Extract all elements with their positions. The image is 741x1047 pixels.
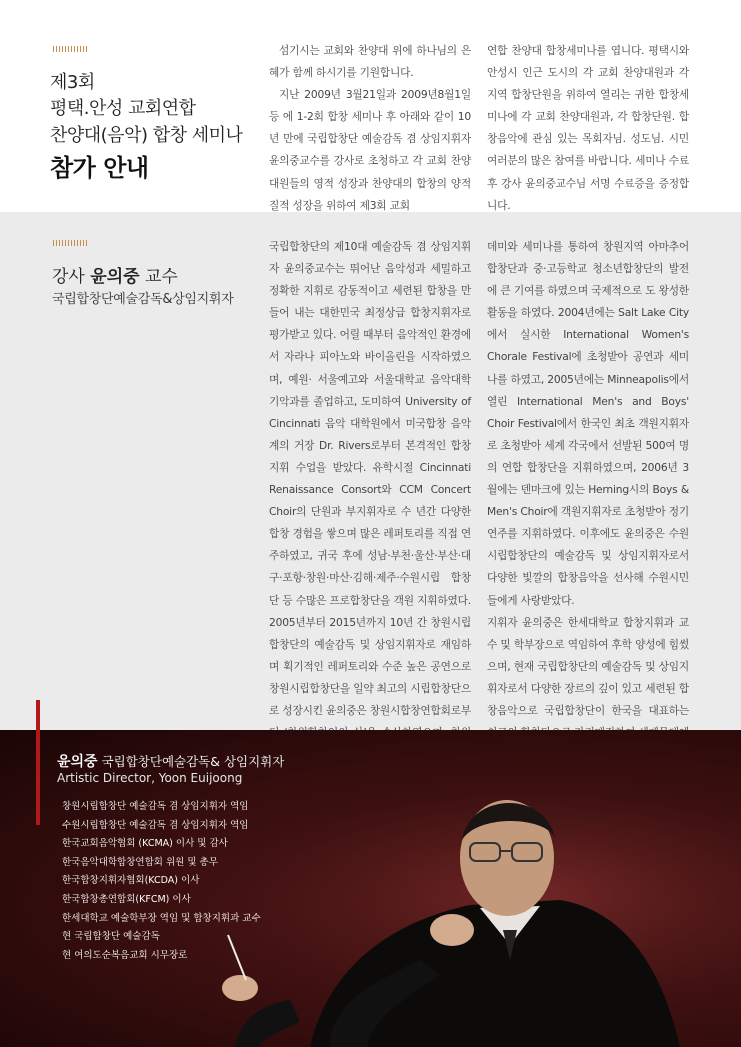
bio-paragraph-3: 지휘자 윤의중은 한세대학교 합창지휘과 교수 및 학부장으로 역임하여 후학 양성에 힘썼으며, 현재 국립합창단의 예술감독 및 상임지휘자로서 다양한 장르의 깊이 있고 세련된 합창음악으로 국립합창단이 한국을 대표하는 xyxy=(487,615,689,717)
accent-bar xyxy=(36,700,40,825)
bio-paragraph-1: 국립합창단의 제10대 예술감독 겸 상임지휘자 윤의중교수는 뛰어난 음악성과 세밀하고 정확한 지휘로 감동적이고 세련된 합창을 만들어 내는 대한민국 최정상급 합창지휘자로 평가받고 있다. 어릴 때부터 음악적인 환경에서 자라나 피아노와 바이올린을 시작하였으며, 예원· 서울예고와 서울대학교 음악대학 기악과를 졸업하고, 도미하여 University of Cincinnati 음악 대학원에서 미국합창 음악계의 거장 Dr. Rivers로부터 본격적인 합창지휘 수업을 받았다. 유학시절 Cincinnati Renaissance Consort와 CCM Concert Choir의 단원과 부지휘자로 수 년간 다양한 합창 경험을 쌓으며 많은 레퍼토리를 직접 연주하였고, 귀국 후에 성남·부천·울산·부산·대구·포항·창원·마산·김해·제주·수원시립 합창단 등 수많은 프로합창단을 객원 지휘하였다. 2005년부터 2015년까지 10년 간 창원시립합창단의 예술감독 및 상임지휘자로 재임하며 획기적인 레퍼토리와 수준 높은 공연으로 창원시립합창단을 일약 최고의 시립합창단으로 성장시킨 윤의중은 창원시합창연합회로부 xyxy=(269,240,471,717)
career-list xyxy=(62,798,261,965)
intro-column-2 xyxy=(487,40,689,217)
speaker-name: 윤의중 xyxy=(90,267,140,287)
page-title: 참가 안내 xyxy=(50,154,149,182)
intro-paragraph-3: 연합 찬양대 합창세미나를 엽니다. 평택시와 안성시 인근 도시의 각 교회 찬양대원과 각 지역 합창단원을 위하여 열리는 귀한 합창세미나에 각 교회 찬양대원과, 각 합창단원. 합창음악에 관심 있는 목회자님. 성도님. 시민 여러분의 많은 참여를 바랍니다. 세미나 수료 후 강사 윤의중교수님 서명 수료증을 증정합니다. xyxy=(487,44,689,212)
intro-column-1 xyxy=(269,40,471,217)
speaker-label: 강사 xyxy=(52,267,85,287)
career-item: 한국교회음악협회 (KCMA) 이사 및 감사 xyxy=(62,838,228,850)
speaker-subtitle: 국립합창단예술감독&상임지휘자 xyxy=(52,292,234,307)
bio-column-2 xyxy=(487,236,689,788)
intro-paragraph-2: 지난 2009년 3월21일과 2009년8월1일 등 에 1-2회 합창 세미나 후 아래와 같이 10년 만에 국립합창단 예술감독 겸 상임지휘자 윤의중교수를 강사로 초청하고 각 교회 찬양대원들의 영적 성장과 찬양대의 합창의 양적 질적 성장을 위하여 제3회 교회 xyxy=(269,88,471,212)
career-item: 현 국립합창단 예술감독 xyxy=(62,931,160,943)
career-item: 한국합창지휘자협회(KCDA) 이사 xyxy=(62,875,200,887)
profile-role: 국립합창단예술감독& 상임지휘자 xyxy=(101,754,285,769)
decorative-ticks xyxy=(53,240,87,246)
bio-paragraph-2: 데미와 세미나를 통하여 창원지역 아마추어 합창단과 중·고등학교 청소년합창단의 발전에 큰 기여를 하였으며 국제적으로 도 왕성한 활동을 하였다. 2004년에는 Salt Lake City에서 실시한 International Women's Chorale Festival에 초청받아 공연과 세미나를 하였고, 2005년에는 Minneapolis에서 열린 International Men's and Boys' Choir Festival에서 한국인 최초 객원지휘자로 초청받아 세계 각국에서 선발된 500여 명의 연합 합창단을 지휘하였으며, 2006년 3월에는 덴마크에 있는 Herning시의 Boys & Men's Choir에 객원지휘자로 초청받아 정기연주를 지휘하였다. 이후에도 윤의중은 수원시립합창단의 예술감독 및 상임지휘자로서 다양한 빛깔의 합창음악을 선사해 수원시민들에게 사랑받았다. xyxy=(487,240,689,607)
career-item: 창원시립합창단 예술감독 겸 상임지휘자 역임 xyxy=(62,801,249,812)
profile-english-title: Artistic Director, Yoon Euijoong xyxy=(57,771,243,785)
bio-column-1 xyxy=(269,236,471,788)
speaker-heading xyxy=(52,262,178,287)
intro-section xyxy=(0,0,741,212)
career-item: 현 여의도순복음교회 시무장로 xyxy=(62,949,188,961)
intro-paragraph-1: 섬기시는 교회와 찬양대 위에 하나님의 은혜가 함께 하시기를 기원합니다. xyxy=(269,44,471,80)
title-line-2: 평택.안성 교회연합 xyxy=(50,98,196,119)
decorative-ticks xyxy=(53,46,87,52)
title-line-1: 제3회 xyxy=(50,72,95,93)
title-line-3: 찬양대(음악) 합창 세미나 xyxy=(50,125,243,146)
career-item: 한국합창총연합회(KFCM) 이사 xyxy=(62,893,191,905)
career-item: 한세대학교 예술학부장 역임 및 합창지휘과 교수 xyxy=(62,912,261,924)
speaker-honorific: 교수 xyxy=(144,267,178,287)
profile-heading xyxy=(57,751,284,771)
career-item: 수원시립합창단 예술감독 겸 상임지휘자 역임 xyxy=(62,819,249,831)
profile-name: 윤의중 xyxy=(57,754,98,770)
career-item: 한국음악대학합창연합회 위원 및 총무 xyxy=(62,856,218,868)
